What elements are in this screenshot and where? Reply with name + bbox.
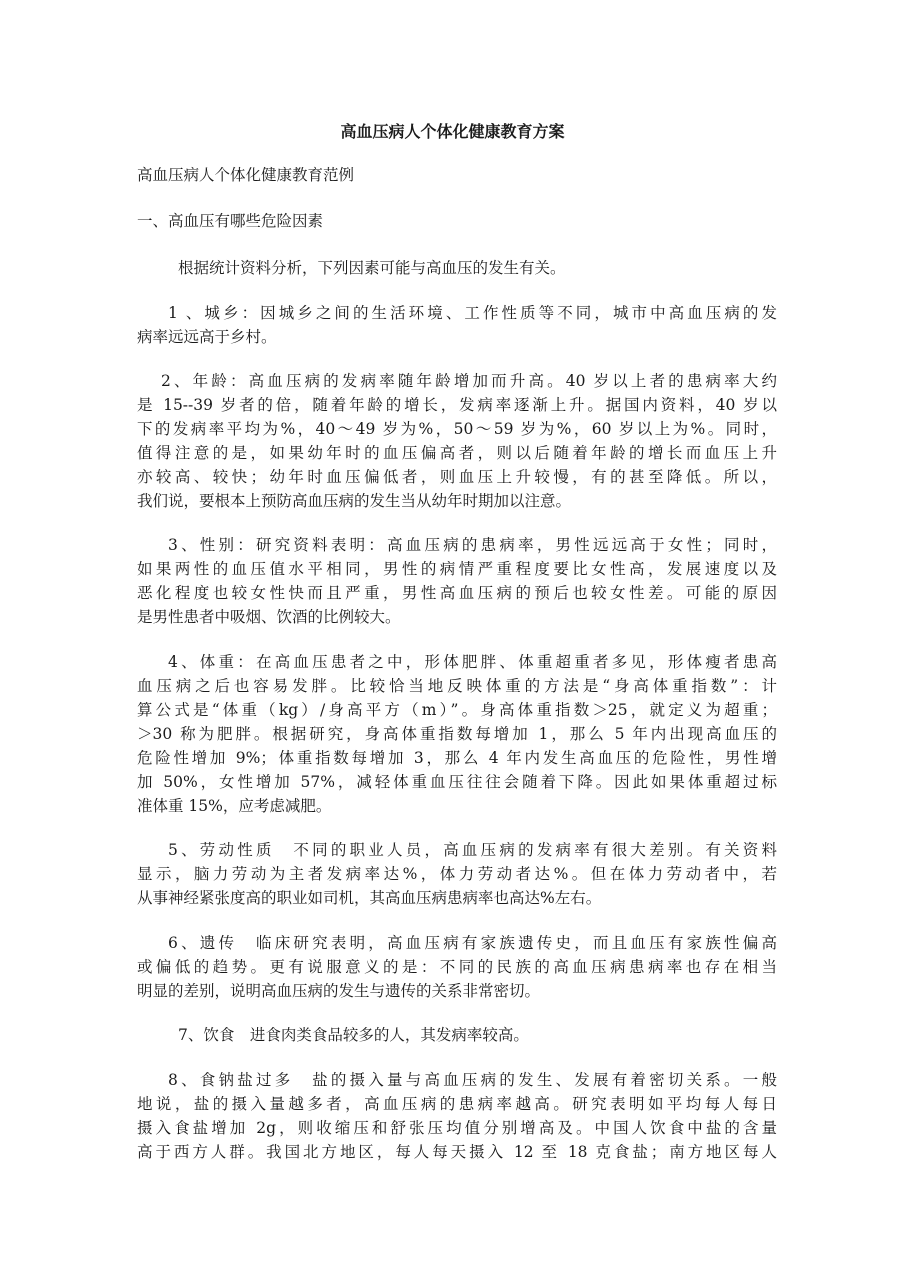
intro-paragraph: 根据统计资料分析，下列因素可能与高血压的发生有关。 xyxy=(178,259,566,277)
section-heading: 一、高血压有哪些危险因素 xyxy=(137,212,324,230)
paragraph-gender-line: 如果两性的血压值水平相同，男性的病情严重程度要比女性高，发展速度以及 xyxy=(137,560,777,578)
paragraph-weight-line: 危险性增加 9%；体重指数每增加 3，那么 4 年内发生高血压的危险性，男性增 xyxy=(137,749,777,767)
paragraph-weight-line: ＞30 称为肥胖。根据研究，身高体重指数每增加 1，那么 5 年内出现高血压的 xyxy=(137,725,777,743)
paragraph-age-line: 是 15--39 岁者的倍，随着年龄的增长，发病率逐渐上升。据国内资料，40 岁以 xyxy=(137,396,777,414)
paragraph-weight-line: 准体重 15%，应考虑减肥。 xyxy=(137,797,332,815)
document-title: 高血压病人个体化健康教育方案 xyxy=(340,122,565,141)
paragraph-age-line: 亦较高、较快；幼年时血压偏低者，则血压上升较慢，有的甚至降低。所以， xyxy=(137,468,777,486)
paragraph-weight-line: 加 50%，女性增加 57%，减轻体重血压往往会随着下降。因此如果体重超过标 xyxy=(137,773,777,791)
paragraph-sodium: 8、食钠盐过多 盐的摄入量与高血压病的发生、发展有着密切关系。一般 xyxy=(168,1071,777,1089)
paragraph-weight-line: 算公式是“体重（kg）/身高平方（m）”。身高体重指数＞25，就定义为超重； xyxy=(137,701,777,719)
paragraph-age-line: 下的发病率平均为%，40～49 岁为%，50～59 岁为%，60 岁以上为%。同时， xyxy=(137,420,777,438)
paragraph-age-line: 值得注意的是，如果幼年时的血压偏高者，则以后随着年龄的增长而血压上升 xyxy=(137,444,777,462)
paragraph-urban-rural: 1 、城乡：因城乡之间的生活环境、工作性质等不同，城市中高血压病的发 xyxy=(168,304,777,322)
paragraph-heredity: 6、遗传 临床研究表明，高血压病有家族遗传史，而且血压有家族性偏高 xyxy=(168,934,777,952)
paragraph-gender-line: 是男性患者中吸烟、饮酒的比例较大。 xyxy=(137,608,401,626)
paragraph-sodium-line: 高于西方人群。我国北方地区，每人每天摄入 12 至 18 克食盐；南方地区每人 xyxy=(137,1143,777,1161)
paragraph-gender-line: 恶化程度也较女性快而且严重，男性高血压病的预后也较女性差。可能的原因 xyxy=(137,584,777,602)
paragraph-weight: 4、体重：在高血压患者之中，形体肥胖、体重超重者多见，形体瘦者患高 xyxy=(168,653,777,671)
paragraph-labor-line: 显示，脑力劳动为主者发病率达%，体力劳动者达%。但在体力劳动者中，若 xyxy=(137,865,777,883)
paragraph-sodium-line: 摄入食盐增加 2g，则收缩压和舒张压均值分别增高及。中国人饮食中盐的含量 xyxy=(137,1119,777,1137)
paragraph-age: 2、年龄：高血压病的发病率随年龄增加而升高。40 岁以上者的患病率大约 xyxy=(161,372,777,390)
paragraph-age-line: 我们说，要根本上预防高血压病的发生当从幼年时期加以注意。 xyxy=(137,492,572,510)
paragraph-labor-line: 从事神经紧张度高的职业如司机，其高血压病患病率也高达%左右。 xyxy=(137,889,602,907)
document-subtitle: 高血压病人个体化健康教育范例 xyxy=(137,166,355,184)
paragraph-heredity-line: 或偏低的趋势。更有说服意义的是：不同的民族的高血压病患病率也存在相当 xyxy=(137,958,777,976)
paragraph-weight-line: 血压病之后也容易发胖。比较恰当地反映体重的方法是“身高体重指数”：计 xyxy=(137,677,777,695)
paragraph-urban-rural-line: 病率远远高于乡村。 xyxy=(137,328,277,346)
paragraph-gender: 3、性别：研究资料表明：高血压病的患病率，男性远远高于女性；同时， xyxy=(168,536,777,554)
paragraph-sodium-line: 地说，盐的摄入量越多者，高血压病的患病率越高。研究表明如平均每人每日 xyxy=(137,1095,777,1113)
paragraph-diet: 7、饮食 进食肉类食品较多的人，其发病率较高。 xyxy=(178,1026,529,1044)
paragraph-heredity-line: 明显的差别，说明高血压病的发生与遗传的关系非常密切。 xyxy=(137,982,541,1000)
paragraph-labor: 5、劳动性质 不同的职业人员，高血压病的发病率有很大差别。有关资料 xyxy=(168,841,777,859)
